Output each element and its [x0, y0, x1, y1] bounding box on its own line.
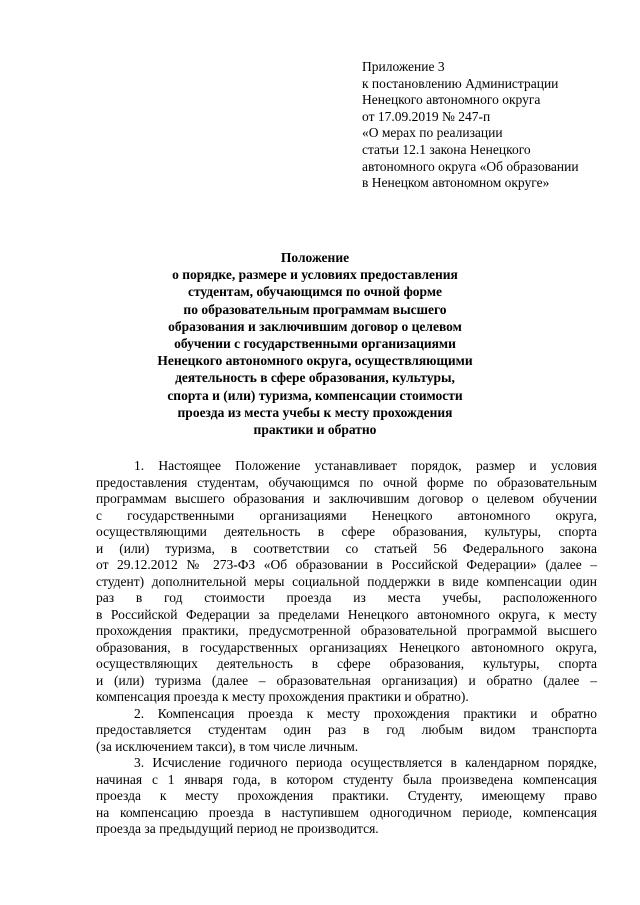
paragraph-2	[96, 706, 597, 756]
title-line: по образовательным программам высшего	[183, 301, 447, 317]
title-line: проезда из места учебы к месту прохождения	[177, 404, 453, 420]
text-line: предоставляется студентам один раз в год любым видом транспорта	[96, 722, 597, 737]
text-line: начиная с 1 января года, в котором студенту была произведена компенсация	[96, 771, 597, 787]
text-line: предоставления студентам, обучающимся по очной форме по образовательным	[96, 474, 597, 490]
appendix-line: Ненецкого автономного округа	[362, 92, 541, 108]
text-line: и (или) туризма (далее – образовательная организация) и обратно (далее –	[96, 672, 597, 688]
text-line: и (или) туризма, в соответствии со статьей 56 Федерального закона	[96, 540, 597, 556]
title-line: обучении с государственными организациями	[174, 336, 456, 352]
paragraph-1	[96, 458, 597, 706]
text-line: на компенсацию проезда в наступившем одногодичном периоде, компенсация	[96, 804, 597, 820]
appendix-line: «О мерах по реализации	[362, 125, 503, 141]
appendix-line: Приложение 3	[362, 59, 445, 74]
text-line: (за исключением такси), в том числе личным.	[96, 738, 359, 754]
appendix-line: от 17.09.2019 № 247-п	[362, 108, 491, 124]
document-body	[96, 458, 597, 838]
title-line: Ненецкого автономного округа, осуществляющими	[157, 353, 473, 369]
appendix-line: в Ненецком автономном округе»	[362, 175, 550, 191]
text-line: 2. Компенсация проезда к месту прохождения практики и обратно	[134, 705, 597, 721]
title-line: Положение	[280, 250, 350, 265]
title-line: практики и обратно	[253, 422, 377, 438]
text-line: проезда за предыдущий период не производится.	[96, 821, 379, 836]
appendix-line: к постановлению Администрации	[362, 75, 559, 91]
text-line: осуществляющими деятельность в сфере образования, культуры, спорта	[96, 524, 597, 539]
title-line: студентам, обучающимся по очной форме	[187, 284, 443, 300]
appendix-line: автономного округа «Об образовании	[362, 158, 579, 174]
title-line: деятельность в сфере образования, культуры,	[175, 370, 455, 386]
appendix-header	[362, 59, 612, 192]
text-line: студент) дополнительной меры социальной поддержки в виде компенсации один	[96, 573, 597, 589]
text-line: прохождения практики, предусмотренной образовательной программой высшего	[96, 623, 597, 638]
text-line: образования, в государственных организациях Ненецкого автономного округа,	[96, 639, 597, 655]
text-line: с государственными организациями Ненецкого автономного округа,	[96, 507, 597, 523]
text-line: 1. Настоящее Положение устанавливает порядок, размер и условия	[134, 458, 597, 473]
text-line: от 29.12.2012 № 273-ФЗ «Об образовании в Российской Федерации» (далее –	[96, 557, 597, 572]
document-title	[150, 249, 480, 438]
title-line: образования и заключившим договор о целевом	[168, 318, 462, 334]
paragraph-3	[96, 755, 597, 838]
title-line: о порядке, размере и условиях предоставления	[172, 267, 458, 283]
text-line: программам высшего образования и заключившим договор о целевом обучении	[96, 491, 597, 506]
text-line: осуществляющих деятельность в сфере образования, культуры, спорта	[96, 656, 597, 671]
text-line: 3. Исчисление годичного периода осуществляется в календарном порядке,	[134, 755, 597, 770]
text-line: раз в год стоимости проезда из места учебы, расположенного	[96, 590, 597, 605]
text-line: компенсация проезда к месту прохождения практики и обратно).	[96, 689, 469, 704]
appendix-line: статьи 12.1 закона Ненецкого	[362, 141, 531, 157]
title-line: спорта и (или) туризма, компенсации стоимости	[167, 387, 463, 403]
text-line: проезда к месту прохождения практики. Студенту, имеющему право	[96, 788, 597, 803]
text-line: в Российской Федерации за пределами Ненецкого автономного округа, к месту	[96, 606, 597, 622]
